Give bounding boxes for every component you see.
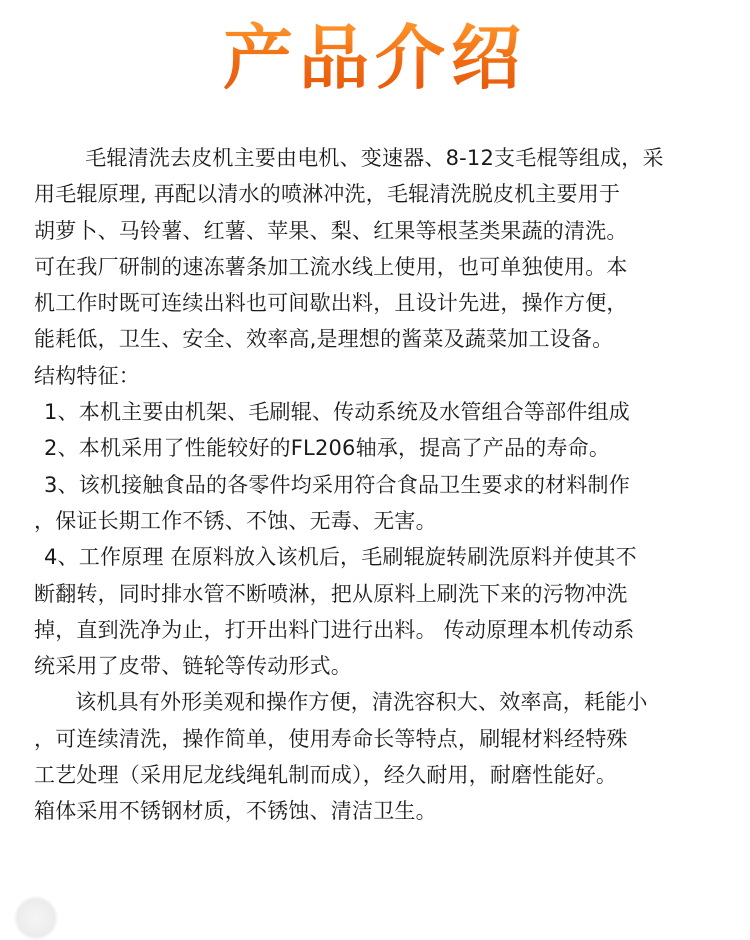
list-item: 3、该机接触食品的各零件均采用符合食品卫生要求的材料制作 xyxy=(44,472,630,497)
text-line: 断翻转，同时排水管不断喷淋，把从原料上刷洗下来的污物冲洗 xyxy=(34,581,628,606)
text-line: 用毛辊原理, 再配以清水的喷淋冲洗，毛辊清洗脱皮机主要用于 xyxy=(34,182,621,207)
watermark-icon xyxy=(14,896,58,940)
text-line: 能耗低，卫生、安全、效率高,是理想的酱菜及蔬菜加工设备。 xyxy=(34,327,614,352)
text-line: ，可连续清洗，操作简单，使用寿命长等特点，刷辊材料经特殊 xyxy=(34,726,628,751)
product-description xyxy=(34,140,734,830)
text-line: 工艺处理（采用尼龙线绳轧制而成），经久耐用，耐磨性能好。 xyxy=(34,763,618,788)
section-heading: 结构特征： xyxy=(34,363,140,388)
text-line: 该机具有外形美观和操作方便，清洗容积大、效率高，耗能小 xyxy=(54,690,648,715)
text-line: 毛辊清洗去皮机主要由电机、变速器、8-12支毛棍等组成，采 xyxy=(64,146,664,170)
text-line: ，保证长期工作不锈、不蚀、无毒、无害。 xyxy=(34,508,437,533)
text-line: 统采用了皮带、链轮等传动形式。 xyxy=(34,654,352,679)
list-item: 4、工作原理 在原料放入该机后，毛刷辊旋转刷洗原料并使其不 xyxy=(44,545,637,570)
text-line: 可在我厂研制的速冻薯条加工流水线上使用，也可单独使用。本 xyxy=(34,254,628,279)
text-line: 胡萝卜、马铃薯、红薯、苹果、梨、红果等根茎类果蔬的清洗。 xyxy=(34,218,628,243)
list-item: 1、本机主要由机架、毛刷辊、传动系统及水管组合等部件组成 xyxy=(44,400,630,425)
text-line: 机工作时既可连续出料也可间歇出料，且设计先进，操作方便， xyxy=(34,291,628,316)
list-item: 2、本机采用了性能较好的FL206轴承，提高了产品的寿命。 xyxy=(44,436,611,461)
text-line: 掉，直到洗净为止，打开出料门进行出料。 传动原理本机传动系 xyxy=(34,617,635,642)
text-line: 箱体采用不锈钢材质，不锈蚀、清洁卫生。 xyxy=(34,799,437,824)
page-title: 产品介绍 xyxy=(0,18,750,98)
